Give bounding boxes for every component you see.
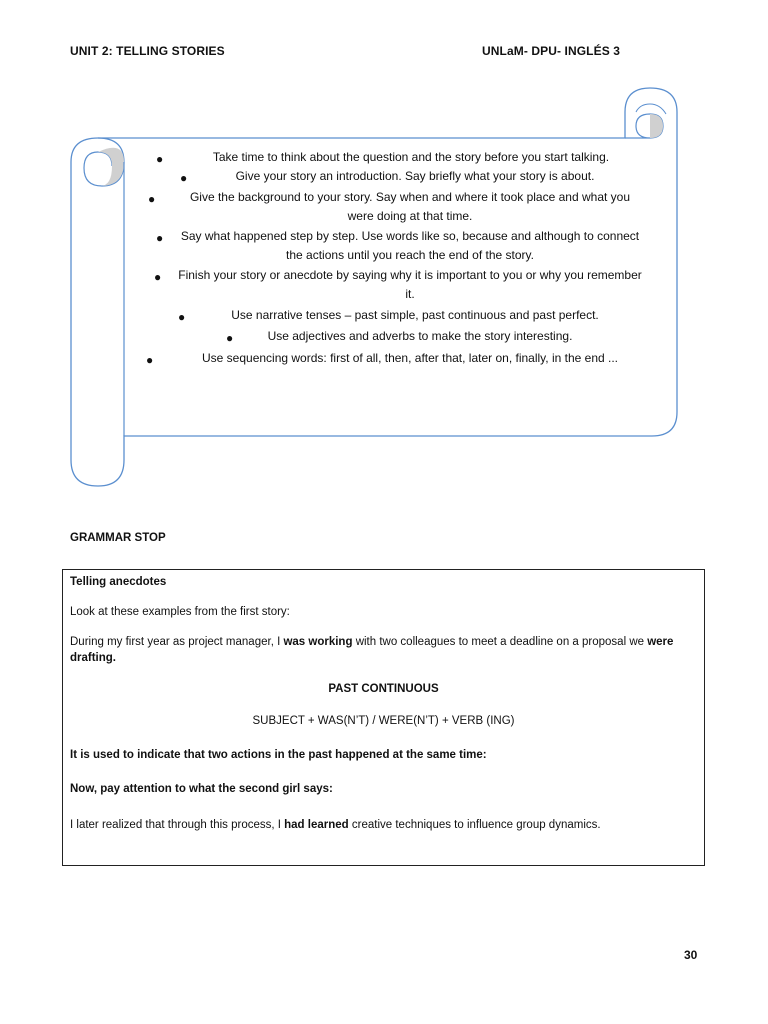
bullet-icon: ● [156, 231, 164, 245]
example-highlight: had learned [284, 819, 349, 831]
page-number: 30 [684, 948, 698, 962]
grammar-stop-heading: GRAMMAR STOP [70, 532, 166, 544]
tip-item [140, 227, 660, 266]
prompt-text: Now, pay attention to what the second girl says: [70, 783, 333, 795]
tip-text: Use narrative tenses – past simple, past continuous and past perfect. [231, 308, 599, 322]
example-text: creative techniques to influence group dynamics. [348, 819, 601, 831]
tip-text: Use sequencing words: first of all, then, after that, later on, finally, in the end ... [202, 351, 618, 365]
scroll-left-curl-shade [98, 148, 124, 186]
tip-text: Use adjectives and adverbs to make the story interesting. [267, 329, 573, 343]
tip-text: Give your story an introduction. Say briefly what your story is about. [235, 169, 595, 183]
example-text: I later realized that through this process, I [70, 819, 285, 831]
bullet-icon: ● [178, 310, 186, 324]
bullet-icon: ● [226, 331, 234, 345]
tip-item [140, 306, 660, 327]
tip-item [140, 349, 660, 370]
example-highlight: were drafting. [70, 636, 674, 664]
bullet-icon: ● [180, 171, 188, 185]
tip-item [140, 327, 660, 349]
tip-text: Finish your story or anecdote by saying why it is important to you or why you remember it. [178, 268, 642, 301]
bullet-icon: ● [148, 192, 156, 206]
tense-formula: SUBJECT + WAS(N’T) / WERE(N’T) + VERB (ING) [252, 715, 515, 727]
tense-name: PAST CONTINUOUS [328, 683, 439, 695]
header-unit-title: UNIT 2: TELLING STORIES [70, 44, 225, 58]
tip-item [140, 188, 660, 227]
bullet-icon: ● [154, 270, 162, 284]
example-text: During my first year as project manager, I [70, 636, 284, 648]
tip-text: Say what happened step by step. Use words like so, because and although to connect the actions until you reach the end of the story. [180, 229, 640, 262]
tip-item [140, 167, 660, 188]
storytelling-tips-list [140, 148, 660, 370]
bullet-icon: ● [146, 353, 154, 367]
tip-text: Give the background to your story. Say when and where it took place and what you were doing at that time. [189, 190, 631, 223]
grammar-box [62, 569, 705, 866]
example-sentence [70, 634, 697, 666]
intro-text: Look at these examples from the first story: [70, 606, 290, 618]
tip-item [140, 266, 660, 306]
usage-text: It is used to indicate that two actions in the past happened at the same time: [70, 749, 487, 761]
tip-text: Take time to think about the question and the story before you start talking. [212, 150, 610, 164]
example-sentence-2 [70, 817, 697, 833]
header-course-title: UNLaM- DPU- INGLÉS 3 [482, 44, 621, 58]
bullet-icon: ● [156, 152, 164, 166]
box-title: Telling anecdotes [70, 576, 167, 588]
tip-item [140, 148, 660, 167]
example-text: with two colleagues to meet a deadline on a proposal we [352, 636, 648, 648]
example-highlight: was working [283, 636, 353, 648]
